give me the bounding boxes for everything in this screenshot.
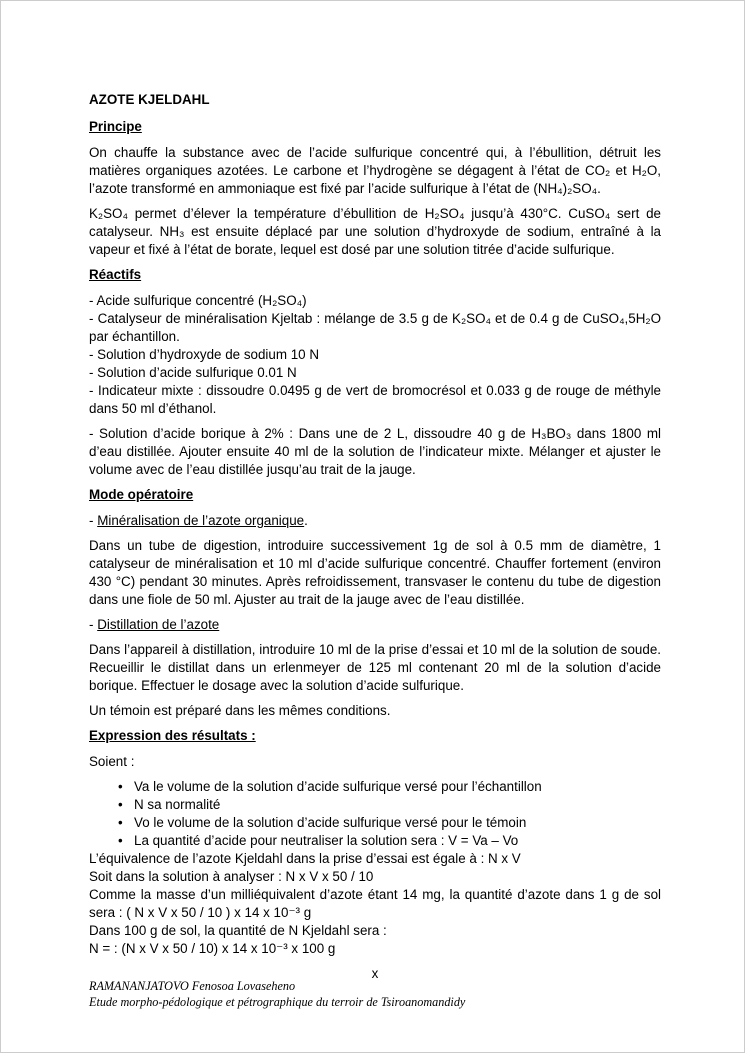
subsection-mineralisation <box>89 512 661 530</box>
bullet-item: • La quantité d’acide pour neutraliser la solution sera : V = Va – Vo <box>134 832 661 850</box>
paragraph-temoin: Un témoin est préparé dans les mêmes conditions. <box>89 703 391 718</box>
formula-line: L’équivalence de l’azote Kjeldahl dans la prise d’essai est égale à : N x V <box>89 851 521 866</box>
page-title: AZOTE KJELDAHL <box>89 92 210 107</box>
bullet-item: • Va le volume de la solution d’acide sulfurique versé pour l’échantillon <box>134 778 661 796</box>
reactif-item: - Solution d’acide sulfurique 0.01 N <box>89 365 297 380</box>
subsection-distillation <box>89 616 661 634</box>
paragraph-principe-1: On chauffe la substance avec de l’acide sulfurique concentré qui, à l’ébullition, détruit les matières organiques azotées. Le carbone et l’hydrogène se dégagent à l’état de CO₂ et H₂O, l’azote transformé en ammoniaque est fixé par l’acide sulfurique à l’état de (NH₄)₂SO₄. <box>89 145 661 196</box>
paragraph-principe-2: K₂SO₄ permet d’élever la température d’ébullition de H₂SO₄ jusqu’à 430°C. CuSO₄ sert de catalyseur. NH₃ est ensuite déplacé par une solution d’hydroxyde de sodium, entraîné à la vapeur et fixé à l’état de borate, lequel est dosé par une solution titrée d’acide sulfurique. <box>89 206 661 257</box>
bullet-item: • N sa normalité <box>134 796 661 814</box>
footer-study-title: Etude morpho-pédologique et pétrographique du terroir de Tsiroanomandidy <box>89 995 466 1009</box>
dash-prefix: - <box>89 617 98 632</box>
formula-line: Comme la masse d’un milliéquivalent d’azote étant 14 mg, la quantité d’azote dans 1 g de sol sera : ( N x V x 50 / 10 ) x 14 x 10⁻³ g <box>89 887 661 920</box>
formula-line: N = : (N x V x 50 / 10) x 14 x 10⁻³ x 100 g <box>89 941 336 956</box>
formula-line: Dans 100 g de sol, la quantité de N Kjeldahl sera : <box>89 923 387 938</box>
reactif-item: - Indicateur mixte : dissoudre 0.0495 g de vert de bromocrésol et 0.033 g de rouge de méthyle dans 50 ml d’éthanol. <box>89 383 661 416</box>
section-heading-resultats: Expression des résultats : <box>89 728 256 743</box>
page-number-marker: x <box>371 966 379 981</box>
bullet-item: • Vo le volume de la solution d’acide sulfurique versé pour le témoin <box>134 814 661 832</box>
section-heading-mode-operatoire: Mode opératoire <box>89 487 194 502</box>
reactif-item: - Acide sulfurique concentré (H₂SO₄) <box>89 293 307 308</box>
dash-prefix: - <box>89 513 98 528</box>
section-heading-reactifs: Réactifs <box>89 267 142 282</box>
subsection-title-mineralisation: Minéralisation de l’azote organique <box>97 513 305 528</box>
reactif-item: - Solution d’hydroxyde de sodium 10 N <box>89 347 320 362</box>
paragraph-acide-borique: - Solution d’acide borique à 2% : Dans une de 2 L, dissoudre 40 g de H₃BO₃ dans 1800 ml d’eau distillée. Ajouter ensuite 40 ml de la solution de l’indicateur mixte. Mélanger et ajuster le volume avec de l’eau distillée jusqu’au trait de la jauge. <box>89 426 661 477</box>
footer-author: RAMANANJATOVO Fenosoa Lovaseheno <box>89 979 296 993</box>
paragraph-distillation: Dans l’appareil à distillation, introduire 10 ml de la prise d’essai et 10 ml de la solution de soude. Recueillir le distillat dans un erlenmeyer de 125 ml contenant 20 ml de la solution d’acide borique. Effectuer le dosage avec la solution d’acide sulfurique. <box>89 642 661 693</box>
reactif-item: - Catalyseur de minéralisation Kjeltab : mélange de 3.5 g de K₂SO₄ et de 0.4 g de CuSO₄,5H₂O par échantillon. <box>89 311 661 344</box>
reactifs-list <box>89 292 661 418</box>
paragraph-mineralisation: Dans un tube de digestion, introduire successivement 1g de sol à 0.5 mm de diamètre, 1 catalyseur de minéralisation et 10 ml d’acide sulfurique concentré. Chauffer fortement (environ 430 °C) pendant 30 minutes. Après refroidissement, transvaser le contenu du tube de digestion dans une fiole de 50 ml. Ajuster au trait de la jauge avec de l’eau distillée. <box>89 538 661 607</box>
document-footer <box>89 978 661 1010</box>
resultats-bullet-list <box>89 778 661 850</box>
resultats-formula-lines <box>89 850 661 958</box>
document-content <box>89 91 661 983</box>
formula-line: Soit dans la solution à analyser : N x V x 50 / 10 <box>89 869 374 884</box>
paragraph-soient: Soient : <box>89 754 135 769</box>
period-suffix: . <box>304 513 308 528</box>
subsection-title-distillation: Distillation de l’azote <box>97 617 220 632</box>
section-heading-principe: Principe <box>89 119 142 134</box>
